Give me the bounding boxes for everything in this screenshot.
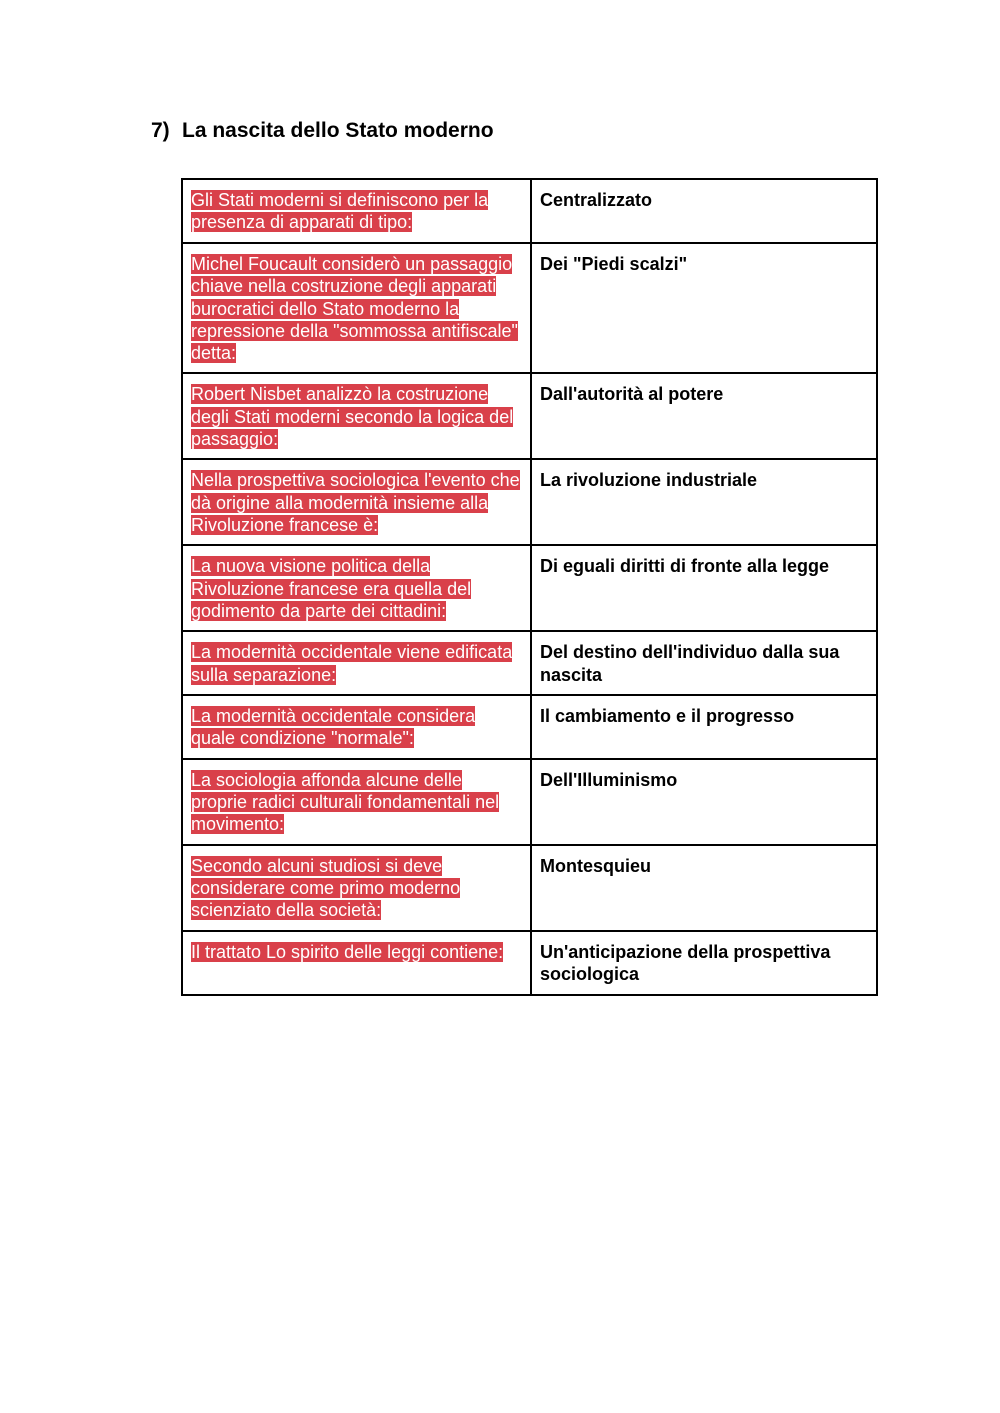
table-row — [182, 845, 877, 931]
question-text: La sociologia affonda alcune delle proprie radici culturali fondamentali nel movimento: — [191, 769, 500, 835]
question-cell — [182, 931, 531, 995]
question-cell — [182, 545, 531, 631]
question-answer-table — [181, 178, 878, 996]
question-cell — [182, 631, 531, 695]
question-cell — [182, 179, 531, 243]
section-number: 7) — [151, 119, 170, 142]
question-text: Secondo alcuni studiosi si deve considerare come primo moderno scienziato della società: — [191, 855, 461, 921]
question-cell — [182, 243, 531, 373]
table-row — [182, 459, 877, 545]
question-cell — [182, 695, 531, 759]
answer-cell: Centralizzato — [531, 179, 877, 243]
question-text: Il trattato Lo spirito delle leggi contiene: — [191, 941, 504, 962]
answer-cell: Montesquieu — [531, 845, 877, 931]
table-row — [182, 243, 877, 373]
question-cell — [182, 845, 531, 931]
question-cell — [182, 759, 531, 845]
answer-cell: Del destino dell'individuo dalla sua nascita — [531, 631, 877, 695]
table-row — [182, 759, 877, 845]
table-row — [182, 179, 877, 243]
question-text: Gli Stati moderni si definiscono per la presenza di apparati di tipo: — [191, 190, 489, 233]
table-row — [182, 631, 877, 695]
question-cell — [182, 459, 531, 545]
question-text: La modernità occidentale considera quale condizione "normale": — [191, 705, 476, 749]
answer-cell: Un'anticipazione della prospettiva sociologica — [531, 931, 877, 995]
table-row — [182, 373, 877, 459]
answer-cell: Di eguali diritti di fronte alla legge — [531, 545, 877, 631]
table-row — [182, 545, 877, 631]
answer-cell: Il cambiamento e il progresso — [531, 695, 877, 759]
answer-cell: Dall'autorità al potere — [531, 373, 877, 459]
question-text: La nuova visione politica della Rivoluzione francese era quella del godimento da parte dei cittadini: — [191, 556, 472, 621]
section-heading — [151, 119, 494, 143]
answer-cell: La rivoluzione industriale — [531, 459, 877, 545]
table-row — [182, 695, 877, 759]
question-cell — [182, 373, 531, 459]
question-text: Michel Foucault considerò un passaggio chiave nella costruzione degli apparati burocratici dello Stato moderno la repressione della "sommossa antifiscale" detta: — [191, 254, 518, 364]
answer-cell: Dell'Illuminismo — [531, 759, 877, 845]
section-title: La nascita dello Stato moderno — [182, 119, 494, 142]
question-text: Robert Nisbet analizzò la costruzione degli Stati moderni secondo la logica del passaggio: — [191, 384, 514, 450]
question-text: Nella prospettiva sociologica l'evento che dà origine alla modernità insieme alla Rivoluzione francese è: — [191, 470, 520, 535]
answer-cell: Dei "Piedi scalzi" — [531, 243, 877, 373]
question-text: La modernità occidentale viene edificata sulla separazione: — [191, 642, 513, 685]
table-row — [182, 931, 877, 995]
